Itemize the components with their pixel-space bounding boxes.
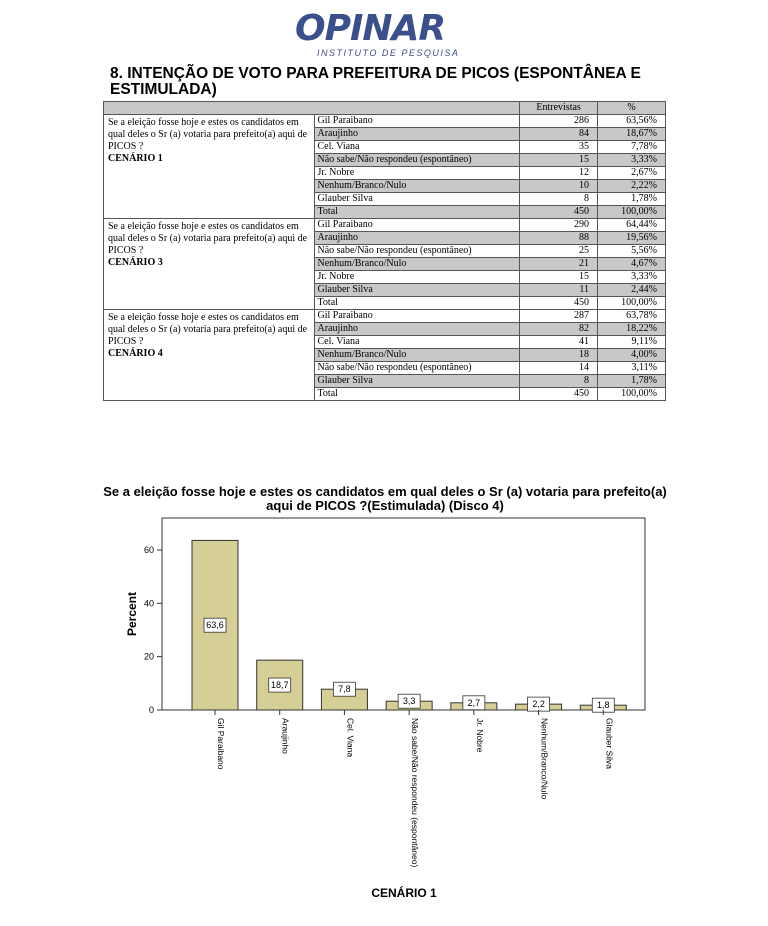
candidate-name-cell: Glauber Silva <box>314 284 520 297</box>
percent-cell: 1,78% <box>598 193 666 206</box>
percent-cell: 19,56% <box>598 232 666 245</box>
chart-title: Se a eleição fosse hoje e estes os candidatos em qual deles o Sr (a) votaria para prefeito(a) aqui de PICOS ?(Estimulada) (Disco 4) <box>103 484 667 513</box>
candidate-name-cell: Gil Paraibano <box>314 310 520 323</box>
section-title: 8. INTENÇÃO DE VOTO PARA PREFEITURA DE PICOS (ESPONTÂNEA E ESTIMULADA) <box>110 65 641 98</box>
x-tick-label: Cel. Viana <box>345 718 356 758</box>
count-cell: 11 <box>520 284 598 297</box>
question-text: Se a eleição fosse hoje e estes os candidatos em qual deles o Sr (a) votaria para prefeito(a) aqui de PICOS ? <box>108 221 308 256</box>
scenario-label: CENÁRIO 1 <box>108 153 163 164</box>
data-label: 7,8 <box>338 684 351 695</box>
count-cell: 450 <box>520 206 598 219</box>
count-cell: 18 <box>520 349 598 362</box>
count-cell: 286 <box>520 115 598 128</box>
percent-cell: 100,00% <box>598 297 666 310</box>
percent-cell: 100,00% <box>598 388 666 401</box>
percent-cell: 2,22% <box>598 180 666 193</box>
scenario-label: CENÁRIO 4 <box>108 348 163 359</box>
percent-cell: 18,22% <box>598 323 666 336</box>
percent-cell: 2,67% <box>598 167 666 180</box>
candidate-name-cell: Não sabe/Não respondeu (espontâneo) <box>314 362 520 375</box>
count-cell: 450 <box>520 297 598 310</box>
candidate-name-cell: Total <box>314 206 520 219</box>
question-text: Se a eleição fosse hoje e estes os candidatos em qual deles o Sr (a) votaria para prefeito(a) aqui de PICOS ? <box>108 117 308 152</box>
candidate-name-cell: Glauber Silva <box>314 375 520 388</box>
count-cell: 82 <box>520 323 598 336</box>
candidate-name-cell: Gil Paraibano <box>314 219 520 232</box>
table-header-cell: Entrevistas <box>520 102 598 115</box>
percent-cell: 18,67% <box>598 128 666 141</box>
table-header-cell: % <box>598 102 666 115</box>
x-tick-label: Glauber Silva <box>604 718 615 770</box>
count-cell: 14 <box>520 362 598 375</box>
count-cell: 8 <box>520 375 598 388</box>
percent-cell: 64,44% <box>598 219 666 232</box>
candidate-name-cell: Cel. Viana <box>314 141 520 154</box>
candidate-name-cell: Glauber Silva <box>314 193 520 206</box>
count-cell: 450 <box>520 388 598 401</box>
candidate-name-cell: Total <box>314 388 520 401</box>
x-axis-label: CENÁRIO 1 <box>371 886 437 900</box>
count-cell: 10 <box>520 180 598 193</box>
candidate-name-cell: Não sabe/Não respondeu (espontâneo) <box>314 154 520 167</box>
candidate-name-cell: Gil Paraibano <box>314 115 520 128</box>
percent-cell: 63,78% <box>598 310 666 323</box>
candidate-name-cell: Cel. Viana <box>314 336 520 349</box>
percent-cell: 4,00% <box>598 349 666 362</box>
percent-cell: 63,56% <box>598 115 666 128</box>
count-cell: 12 <box>520 167 598 180</box>
candidate-name-cell: Jr. Nobre <box>314 167 520 180</box>
count-cell: 25 <box>520 245 598 258</box>
percent-cell: 4,67% <box>598 258 666 271</box>
x-tick-label: Jr. Nobre <box>474 718 485 753</box>
x-tick-label: Gil Paraibano <box>216 718 226 770</box>
candidate-name-cell: Araujinho <box>314 323 520 336</box>
x-tick-label: Não sabe/Não respondeu (espontâneo) <box>410 718 421 868</box>
percent-cell: 9,11% <box>598 336 666 349</box>
count-cell: 290 <box>520 219 598 232</box>
y-tick-label: 0 <box>148 705 154 715</box>
candidate-name-cell: Araujinho <box>314 232 520 245</box>
x-tick-label: Araujinho <box>280 718 291 754</box>
count-cell: 88 <box>520 232 598 245</box>
count-cell: 15 <box>520 154 598 167</box>
candidate-name-cell: Araujinho <box>314 128 520 141</box>
data-label: 18,7 <box>270 680 289 691</box>
logo-name: OPINAR <box>295 8 446 49</box>
data-label: 2,2 <box>532 699 545 710</box>
y-tick-label: 20 <box>143 651 154 662</box>
y-tick-label: 60 <box>143 545 154 555</box>
count-cell: 15 <box>520 271 598 284</box>
count-cell: 287 <box>520 310 598 323</box>
percent-cell: 3,11% <box>598 362 666 375</box>
question-text: Se a eleição fosse hoje e estes os candidatos em qual deles o Sr (a) votaria para prefeito(a) aqui de PICOS ? <box>108 312 308 347</box>
scenario-label: CENÁRIO 3 <box>108 257 163 268</box>
percent-cell: 100,00% <box>598 206 666 219</box>
count-cell: 41 <box>520 336 598 349</box>
candidate-name-cell: Nenhum/Branco/Nulo <box>314 180 520 193</box>
candidate-name-cell: Nenhum/Branco/Nulo <box>314 349 520 362</box>
count-cell: 35 <box>520 141 598 154</box>
percent-cell: 5,56% <box>598 245 666 258</box>
percent-cell: 3,33% <box>598 154 666 167</box>
percent-cell: 1,78% <box>598 375 666 388</box>
percent-cell: 7,78% <box>598 141 666 154</box>
x-tick-label: Nenhum/Branco/Nulo <box>539 718 550 800</box>
data-label: 1,8 <box>597 700 610 711</box>
percent-cell: 2,44% <box>598 284 666 297</box>
count-cell: 21 <box>520 258 598 271</box>
data-label: 3,3 <box>402 696 416 707</box>
data-label: 2,7 <box>467 697 481 708</box>
y-tick-label: 40 <box>143 598 154 609</box>
y-axis-label: Percent <box>125 591 139 637</box>
candidate-name-cell: Jr. Nobre <box>314 271 520 284</box>
data-label: 63,6 <box>206 620 224 631</box>
logo-subtitle: INSTITUTO DE PESQUISA <box>317 48 460 58</box>
percent-cell: 3,33% <box>598 271 666 284</box>
candidate-name-cell: Não sabe/Não respondeu (espontâneo) <box>314 245 520 258</box>
count-cell: 8 <box>520 193 598 206</box>
count-cell: 84 <box>520 128 598 141</box>
candidate-name-cell: Total <box>314 297 520 310</box>
candidate-name-cell: Nenhum/Branco/Nulo <box>314 258 520 271</box>
